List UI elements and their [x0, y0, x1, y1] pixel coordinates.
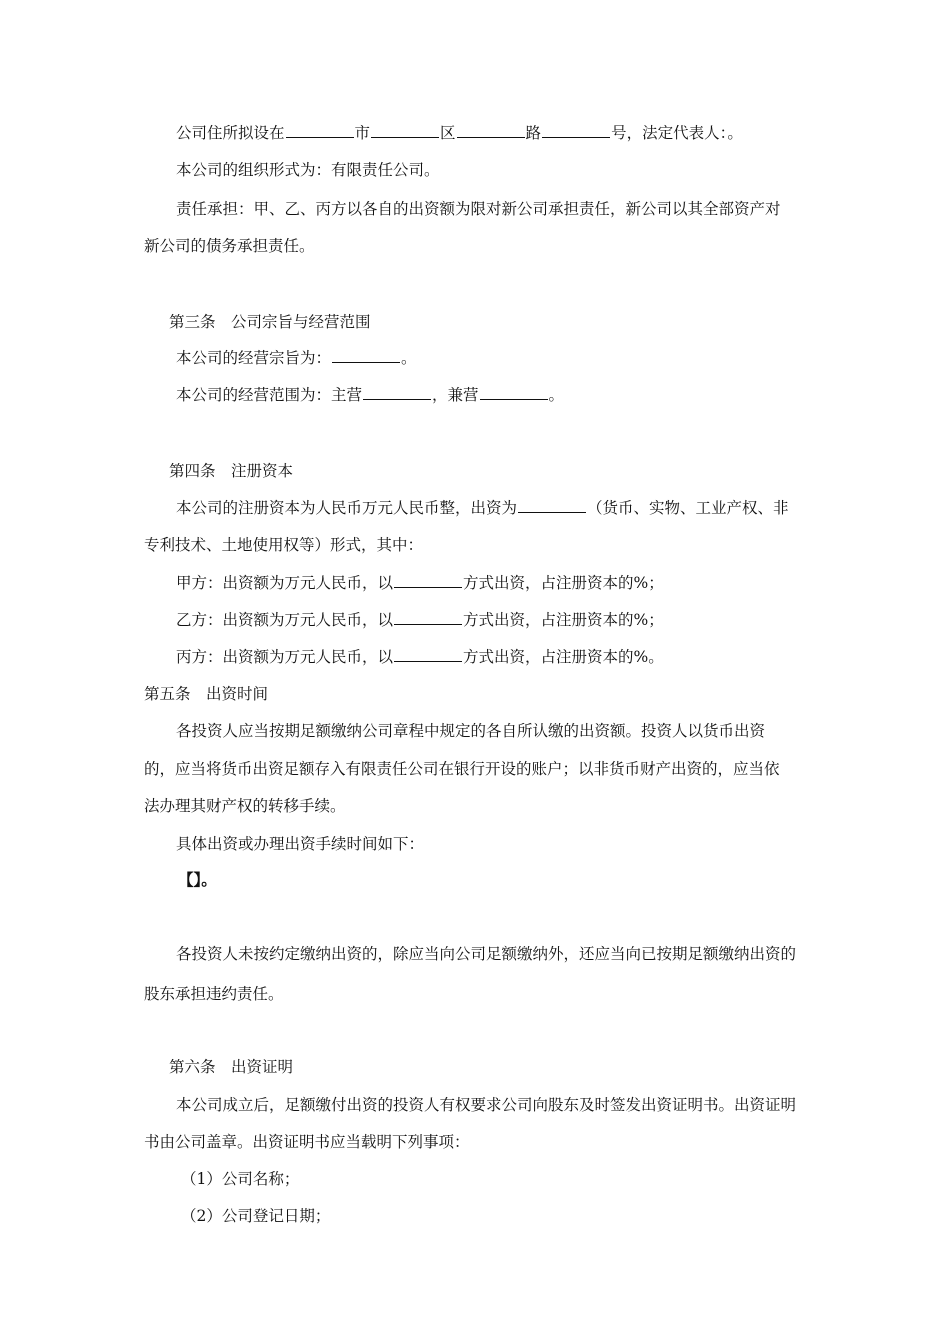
purpose-blank [332, 348, 400, 363]
party-a-blank [394, 573, 462, 588]
article5-bracket: 【】。 [178, 870, 217, 889]
party-b-prefix: 乙方：出资额为万元人民币，以 [176, 611, 394, 629]
address-city: 市 [354, 124, 371, 142]
address-line [176, 123, 743, 143]
secondary-scope-blank [480, 385, 548, 400]
article3-heading: 第三条 公司宗旨与经营范围 [169, 313, 371, 331]
party-c-prefix: 丙方：出资额为万元人民币，以 [176, 648, 394, 666]
article5-para1-line1: 各投资人应当按期足额缴纳公司章程中规定的各自所认缴的出资额。投资人以货币出资 [176, 722, 766, 740]
article5-para3-line2: 股东承担违约责任。 [144, 985, 284, 1003]
party-a-prefix: 甲方：出资额为万元人民币，以 [176, 574, 394, 592]
party-a-suffix: 方式出资，占注册资本的%； [463, 574, 664, 592]
party-a-line [176, 573, 664, 593]
scope-mid: ，兼营 [432, 386, 479, 404]
purpose-prefix: 本公司的经营宗旨为： [176, 349, 332, 367]
main-scope-blank [363, 385, 431, 400]
article5-para2: 具体出资或办理出资手续时间如下： [176, 835, 425, 853]
party-c-line [176, 647, 664, 667]
liability-line-1: 责任承担：甲、乙、丙方以各自的出资额为限对新公司承担责任，新公司以其全部资产对 [176, 200, 781, 218]
party-b-line [176, 610, 664, 630]
article5-heading: 第五条 出资时间 [144, 685, 269, 703]
number-blank [542, 123, 610, 138]
city-blank [286, 123, 354, 138]
article5-para1-line3: 法办理其财产权的转移手续。 [144, 797, 346, 815]
scope-prefix: 本公司的经营范围为：主营 [176, 386, 363, 404]
purpose-line [176, 348, 417, 368]
article6-para1-line1: 本公司成立后，足额缴付出资的投资人有权要求公司向股东及时签发出资证明书。出资证明 [176, 1096, 797, 1114]
article6-heading: 第六条 出资证明 [169, 1058, 294, 1076]
road-blank [457, 123, 525, 138]
org-form-line: 本公司的组织形式为：有限责任公司。 [176, 161, 440, 179]
article4-heading: 第四条 注册资本 [169, 462, 294, 480]
capital-form-blank [518, 498, 586, 513]
address-prefix: 公司住所拟设在 [176, 124, 285, 142]
list-item: （1）公司名称； [181, 1170, 300, 1188]
article5-para1-line2: 的，应当将货币出资足额存入有限责任公司在银行开设的账户；以非货币财产出资的，应当依 [144, 760, 780, 778]
address-road: 路 [525, 124, 542, 142]
list-item: （2）公司登记日期； [181, 1207, 331, 1225]
address-district: 区 [440, 124, 456, 142]
scope-suffix: 。 [548, 386, 565, 404]
district-blank [371, 123, 439, 138]
party-b-suffix: 方式出资，占注册资本的%； [463, 611, 664, 629]
capital-suffix: （货币、实物、工业产权、非 [587, 499, 789, 517]
scope-line [176, 385, 564, 405]
capital-line-2: 专利技术、土地使用权等）形式，其中： [144, 536, 424, 554]
party-c-blank [394, 647, 462, 662]
address-number: 号，法定代表人：。 [611, 124, 743, 142]
party-c-suffix: 方式出资，占注册资本的%。 [463, 648, 664, 666]
capital-line-1 [176, 498, 789, 518]
purpose-suffix: 。 [401, 349, 417, 367]
capital-prefix: 本公司的注册资本为人民币万元人民币整，出资为 [176, 499, 518, 517]
article5-para3-line1: 各投资人未按约定缴纳出资的，除应当向公司足额缴纳外，还应当向已按期足额缴纳出资的 [176, 945, 797, 963]
liability-line-2: 新公司的债务承担责任。 [144, 237, 315, 255]
article6-para1-line2: 书由公司盖章。出资证明书应当载明下列事项： [144, 1133, 470, 1151]
party-b-blank [394, 610, 462, 625]
